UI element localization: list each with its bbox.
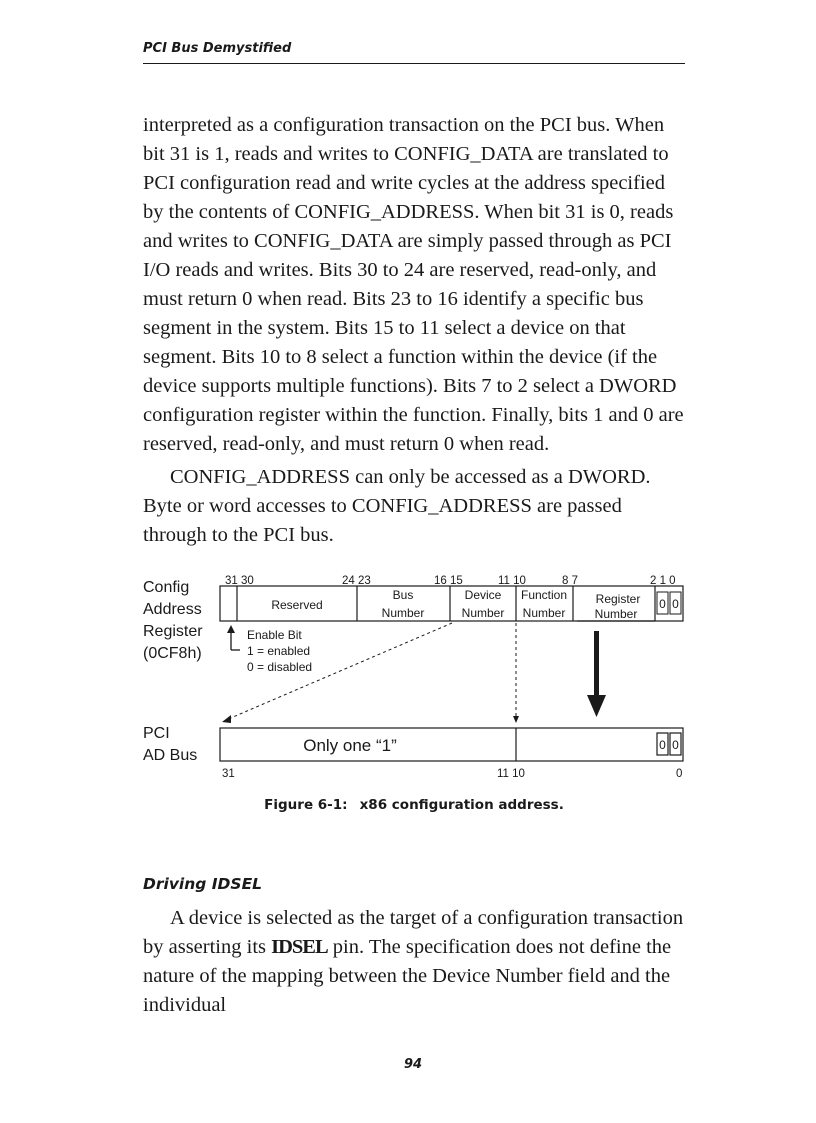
config-label-line-3: Register (143, 623, 203, 640)
figure-diagram (140, 565, 700, 790)
paragraph-config-address-bits: interpreted as a configuration transaction on the PCI bus. When bit 31 is 1, reads and writes to CONFIG_DATA are translated to PCI configuration read and write cycles at the address specified by the contents of CONFIG_ADDRESS. When bit 31 is 0, reads and writes to CONFIG_DATA are simply passed through as PCI I/O reads and writes. Bits 30 to 24 are reserved, read-only, and must return 0 when read. Bits 23 to 16 identify a specific bus segment in the system. Bits 15 to 11 select a device on that segment. Bits 10 to 8 select a function within the device (if the device supports multiple functions). Bits 7 to 2 select a DWORD configuration register within the function. Finally, bits 1 and 0 are reserved, read-only, and must return 0 when read. (143, 114, 684, 455)
enable-bit-arrow (231, 631, 240, 650)
figure-x86-config-address (140, 565, 700, 790)
field-device-line-2: Number (461, 606, 505, 620)
ad-bit-0: 0 (676, 768, 683, 780)
bits-8-7: 8 7 (562, 575, 578, 587)
field-register-line-2: Number (594, 607, 638, 621)
bits-2-1-0: 2 1 0 (650, 575, 676, 587)
bits-31-30: 31 30 (225, 575, 254, 587)
ad-bit-31: 31 (222, 768, 235, 780)
ad-zero-bit-1: 0 (659, 738, 666, 752)
bits-24-23: 24 23 (342, 575, 371, 587)
figure-caption-number: Figure 6-1: (264, 797, 348, 813)
pci-label-line-1: PCI (143, 725, 170, 742)
config-label-line-1: Config (143, 579, 190, 596)
bits-11-10: 11 10 (498, 575, 526, 587)
pci-label-line-2: AD Bus (143, 747, 198, 764)
field-function-line-2: Number (522, 606, 566, 620)
figure-caption (0, 797, 816, 813)
header-rule (143, 63, 685, 64)
enable-bit-title: Enable Bit (247, 628, 302, 642)
field-bus-line-2: Number (381, 606, 425, 620)
figure-caption-text: x86 configuration address. (359, 797, 564, 813)
section-heading: Driving IDSEL (143, 875, 263, 893)
page-number: 94 (403, 1057, 423, 1072)
idsel-term: IDSEL (271, 936, 328, 958)
field-bus-line-1: Bus (392, 588, 414, 602)
field-reserved: Reserved (271, 598, 323, 612)
config-label-line-4: (0CF8h) (143, 645, 202, 662)
enable-bit-disabled: 0 = disabled (247, 660, 313, 674)
ad-bus-only-one: Only one “1” (303, 736, 397, 755)
bits-16-15: 16 15 (434, 575, 463, 587)
field-function-line-1: Function (520, 588, 568, 602)
register-down-arrow (594, 631, 599, 697)
field-device-line-1: Device (464, 588, 502, 602)
config-label-line-2: Address (143, 601, 202, 618)
register-zero-bit-0: 0 (672, 597, 679, 611)
register-zero-bit-1: 0 (659, 597, 666, 611)
ad-bus-box (220, 728, 683, 761)
field-register-line-1: Register (595, 592, 641, 606)
ad-bit-11-10: 11 10 (497, 768, 525, 780)
paragraph-driving-idsel (143, 904, 688, 1020)
p3-text-after: pin. The specification does not define the nature of the mapping between the Device Number field and the individual (143, 936, 672, 1016)
paragraph-dword-access: CONFIG_ADDRESS can only be accessed as a DWORD. Byte or word accesses to CONFIG_ADDRESS are passed through to the PCI bus. (143, 466, 651, 546)
enable-bit-enabled: 1 = enabled (247, 644, 311, 658)
running-header: PCI Bus Demystified (143, 41, 292, 56)
p3-text-before: A device is selected as the target of a configuration transaction by asserting its (143, 907, 684, 958)
ad-zero-bit-0: 0 (672, 738, 679, 752)
